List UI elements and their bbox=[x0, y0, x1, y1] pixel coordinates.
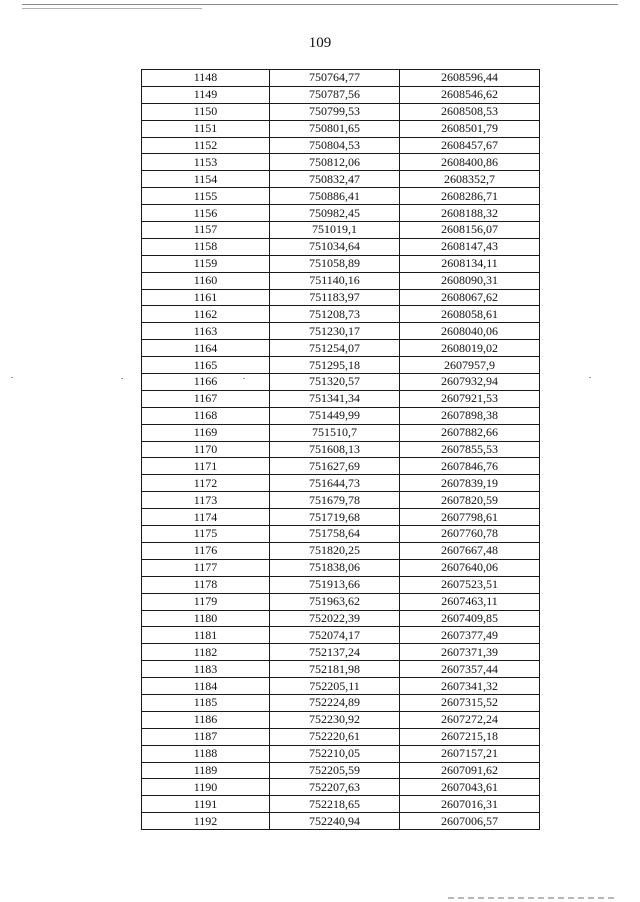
scan-speck bbox=[243, 378, 245, 379]
table-row bbox=[142, 728, 540, 745]
x-coordinate-cell: 751208,73 bbox=[270, 306, 400, 323]
table-row bbox=[142, 610, 540, 627]
y-coordinate-cell: 2607640,06 bbox=[400, 559, 540, 576]
x-coordinate-cell: 750801,65 bbox=[270, 120, 400, 137]
point-number-cell: 1166 bbox=[142, 374, 270, 391]
table-row bbox=[142, 340, 540, 357]
point-number-cell: 1149 bbox=[142, 86, 270, 103]
y-coordinate-cell: 2608546,62 bbox=[400, 86, 540, 103]
y-coordinate-cell: 2608067,62 bbox=[400, 289, 540, 306]
y-coordinate-cell: 2607157,21 bbox=[400, 745, 540, 762]
x-coordinate-cell: 751295,18 bbox=[270, 357, 400, 374]
point-number-cell: 1160 bbox=[142, 272, 270, 289]
x-coordinate-cell: 751644,73 bbox=[270, 475, 400, 492]
y-coordinate-cell: 2607315,52 bbox=[400, 694, 540, 711]
table-row bbox=[142, 205, 540, 222]
table-row bbox=[142, 424, 540, 441]
x-coordinate-cell: 751608,13 bbox=[270, 441, 400, 458]
y-coordinate-cell: 2608457,67 bbox=[400, 137, 540, 154]
point-number-cell: 1151 bbox=[142, 120, 270, 137]
x-coordinate-cell: 750764,77 bbox=[270, 70, 400, 87]
table-row bbox=[142, 779, 540, 796]
y-coordinate-cell: 2607377,49 bbox=[400, 627, 540, 644]
y-coordinate-cell: 2607409,85 bbox=[400, 610, 540, 627]
point-number-cell: 1174 bbox=[142, 509, 270, 526]
y-coordinate-cell: 2607371,39 bbox=[400, 644, 540, 661]
x-coordinate-cell: 751034,64 bbox=[270, 238, 400, 255]
y-coordinate-cell: 2608286,71 bbox=[400, 188, 540, 205]
table-row bbox=[142, 306, 540, 323]
y-coordinate-cell: 2607341,32 bbox=[400, 678, 540, 695]
point-number-cell: 1171 bbox=[142, 458, 270, 475]
table-row bbox=[142, 374, 540, 391]
x-coordinate-cell: 751719,68 bbox=[270, 509, 400, 526]
y-coordinate-cell: 2607932,94 bbox=[400, 374, 540, 391]
x-coordinate-cell: 752137,24 bbox=[270, 644, 400, 661]
table-row bbox=[142, 171, 540, 188]
page-number: 109 bbox=[308, 35, 332, 51]
y-coordinate-cell: 2607272,24 bbox=[400, 711, 540, 728]
point-number-cell: 1170 bbox=[142, 441, 270, 458]
point-number-cell: 1165 bbox=[142, 357, 270, 374]
x-coordinate-cell: 752224,89 bbox=[270, 694, 400, 711]
point-number-cell: 1179 bbox=[142, 593, 270, 610]
x-coordinate-cell: 751140,16 bbox=[270, 272, 400, 289]
y-coordinate-cell: 2608501,79 bbox=[400, 120, 540, 137]
x-coordinate-cell: 751510,7 bbox=[270, 424, 400, 441]
x-coordinate-cell: 751820,25 bbox=[270, 542, 400, 559]
table-row bbox=[142, 458, 540, 475]
table-row bbox=[142, 222, 540, 239]
y-coordinate-cell: 2607091,62 bbox=[400, 762, 540, 779]
point-number-cell: 1177 bbox=[142, 559, 270, 576]
table-row bbox=[142, 745, 540, 762]
table-row bbox=[142, 762, 540, 779]
point-number-cell: 1188 bbox=[142, 745, 270, 762]
table-row bbox=[142, 154, 540, 171]
point-number-cell: 1155 bbox=[142, 188, 270, 205]
point-number-cell: 1157 bbox=[142, 222, 270, 239]
table-row bbox=[142, 593, 540, 610]
table-row bbox=[142, 694, 540, 711]
x-coordinate-cell: 751341,34 bbox=[270, 390, 400, 407]
table-row bbox=[142, 289, 540, 306]
y-coordinate-cell: 2607921,53 bbox=[400, 390, 540, 407]
x-coordinate-cell: 752230,92 bbox=[270, 711, 400, 728]
point-number-cell: 1181 bbox=[142, 627, 270, 644]
y-coordinate-cell: 2608058,61 bbox=[400, 306, 540, 323]
x-coordinate-cell: 751679,78 bbox=[270, 492, 400, 509]
point-number-cell: 1154 bbox=[142, 171, 270, 188]
x-coordinate-cell: 752240,94 bbox=[270, 813, 400, 830]
point-number-cell: 1161 bbox=[142, 289, 270, 306]
y-coordinate-cell: 2608019,02 bbox=[400, 340, 540, 357]
x-coordinate-cell: 750812,06 bbox=[270, 154, 400, 171]
table-row bbox=[142, 255, 540, 272]
point-number-cell: 1148 bbox=[142, 70, 270, 87]
y-coordinate-cell: 2607846,76 bbox=[400, 458, 540, 475]
x-coordinate-cell: 751183,97 bbox=[270, 289, 400, 306]
table-row bbox=[142, 576, 540, 593]
table-row bbox=[142, 137, 540, 154]
table-row bbox=[142, 390, 540, 407]
table-row bbox=[142, 103, 540, 120]
y-coordinate-cell: 2608400,86 bbox=[400, 154, 540, 171]
y-coordinate-cell: 2607839,19 bbox=[400, 475, 540, 492]
point-number-cell: 1178 bbox=[142, 576, 270, 593]
table-row bbox=[142, 188, 540, 205]
x-coordinate-cell: 752022,39 bbox=[270, 610, 400, 627]
y-coordinate-cell: 2607043,61 bbox=[400, 779, 540, 796]
table-row bbox=[142, 492, 540, 509]
x-coordinate-cell: 750787,56 bbox=[270, 86, 400, 103]
y-coordinate-cell: 2608134,11 bbox=[400, 255, 540, 272]
table-row bbox=[142, 475, 540, 492]
point-number-cell: 1167 bbox=[142, 390, 270, 407]
x-coordinate-cell: 751254,07 bbox=[270, 340, 400, 357]
y-coordinate-cell: 2607820,59 bbox=[400, 492, 540, 509]
y-coordinate-cell: 2607463,11 bbox=[400, 593, 540, 610]
coordinates-table bbox=[141, 69, 540, 830]
y-coordinate-cell: 2607006,57 bbox=[400, 813, 540, 830]
x-coordinate-cell: 752210,05 bbox=[270, 745, 400, 762]
point-number-cell: 1192 bbox=[142, 813, 270, 830]
scan-speck bbox=[121, 378, 123, 379]
y-coordinate-cell: 2608352,7 bbox=[400, 171, 540, 188]
point-number-cell: 1162 bbox=[142, 306, 270, 323]
point-number-cell: 1156 bbox=[142, 205, 270, 222]
point-number-cell: 1152 bbox=[142, 137, 270, 154]
table-row bbox=[142, 661, 540, 678]
top-border-line-secondary bbox=[22, 8, 202, 9]
point-number-cell: 1191 bbox=[142, 796, 270, 813]
bottom-edge-marks bbox=[448, 897, 618, 899]
x-coordinate-cell: 751019,1 bbox=[270, 222, 400, 239]
y-coordinate-cell: 2608090,31 bbox=[400, 272, 540, 289]
x-coordinate-cell: 751963,62 bbox=[270, 593, 400, 610]
x-coordinate-cell: 750982,45 bbox=[270, 205, 400, 222]
point-number-cell: 1186 bbox=[142, 711, 270, 728]
x-coordinate-cell: 750886,41 bbox=[270, 188, 400, 205]
y-coordinate-cell: 2608147,43 bbox=[400, 238, 540, 255]
y-coordinate-cell: 2608156,07 bbox=[400, 222, 540, 239]
y-coordinate-cell: 2608040,06 bbox=[400, 323, 540, 340]
point-number-cell: 1180 bbox=[142, 610, 270, 627]
y-coordinate-cell: 2608596,44 bbox=[400, 70, 540, 87]
table-row bbox=[142, 357, 540, 374]
x-coordinate-cell: 752220,61 bbox=[270, 728, 400, 745]
x-coordinate-cell: 751320,57 bbox=[270, 374, 400, 391]
y-coordinate-cell: 2607667,48 bbox=[400, 542, 540, 559]
point-number-cell: 1172 bbox=[142, 475, 270, 492]
table-row bbox=[142, 441, 540, 458]
table-row bbox=[142, 272, 540, 289]
y-coordinate-cell: 2607882,66 bbox=[400, 424, 540, 441]
table-row bbox=[142, 238, 540, 255]
table-row bbox=[142, 678, 540, 695]
table-row bbox=[142, 70, 540, 87]
y-coordinate-cell: 2607523,51 bbox=[400, 576, 540, 593]
point-number-cell: 1163 bbox=[142, 323, 270, 340]
scan-speck bbox=[589, 377, 591, 378]
table-row bbox=[142, 407, 540, 424]
x-coordinate-cell: 752207,63 bbox=[270, 779, 400, 796]
y-coordinate-cell: 2608188,32 bbox=[400, 205, 540, 222]
point-number-cell: 1175 bbox=[142, 526, 270, 543]
point-number-cell: 1150 bbox=[142, 103, 270, 120]
point-number-cell: 1185 bbox=[142, 694, 270, 711]
x-coordinate-cell: 751230,17 bbox=[270, 323, 400, 340]
x-coordinate-cell: 750804,53 bbox=[270, 137, 400, 154]
x-coordinate-cell: 751838,06 bbox=[270, 559, 400, 576]
point-number-cell: 1159 bbox=[142, 255, 270, 272]
y-coordinate-cell: 2607855,53 bbox=[400, 441, 540, 458]
point-number-cell: 1153 bbox=[142, 154, 270, 171]
point-number-cell: 1190 bbox=[142, 779, 270, 796]
table-row bbox=[142, 526, 540, 543]
x-coordinate-cell: 752074,17 bbox=[270, 627, 400, 644]
coordinates-table-body bbox=[142, 70, 540, 830]
table-row bbox=[142, 796, 540, 813]
x-coordinate-cell: 750832,47 bbox=[270, 171, 400, 188]
y-coordinate-cell: 2608508,53 bbox=[400, 103, 540, 120]
table-row bbox=[142, 86, 540, 103]
point-number-cell: 1168 bbox=[142, 407, 270, 424]
x-coordinate-cell: 752205,59 bbox=[270, 762, 400, 779]
table-row bbox=[142, 542, 540, 559]
y-coordinate-cell: 2607215,18 bbox=[400, 728, 540, 745]
table-row bbox=[142, 509, 540, 526]
y-coordinate-cell: 2607798,61 bbox=[400, 509, 540, 526]
scan-speck bbox=[11, 377, 13, 378]
point-number-cell: 1184 bbox=[142, 678, 270, 695]
point-number-cell: 1158 bbox=[142, 238, 270, 255]
table-row bbox=[142, 120, 540, 137]
x-coordinate-cell: 752181,98 bbox=[270, 661, 400, 678]
x-coordinate-cell: 752205,11 bbox=[270, 678, 400, 695]
point-number-cell: 1182 bbox=[142, 644, 270, 661]
table-row bbox=[142, 559, 540, 576]
y-coordinate-cell: 2607760,78 bbox=[400, 526, 540, 543]
x-coordinate-cell: 751758,64 bbox=[270, 526, 400, 543]
y-coordinate-cell: 2607957,9 bbox=[400, 357, 540, 374]
point-number-cell: 1173 bbox=[142, 492, 270, 509]
top-border-line bbox=[22, 4, 618, 5]
point-number-cell: 1189 bbox=[142, 762, 270, 779]
table-row bbox=[142, 644, 540, 661]
point-number-cell: 1169 bbox=[142, 424, 270, 441]
y-coordinate-cell: 2607357,44 bbox=[400, 661, 540, 678]
x-coordinate-cell: 751913,66 bbox=[270, 576, 400, 593]
point-number-cell: 1176 bbox=[142, 542, 270, 559]
table-row bbox=[142, 813, 540, 830]
table-row bbox=[142, 627, 540, 644]
x-coordinate-cell: 750799,53 bbox=[270, 103, 400, 120]
point-number-cell: 1187 bbox=[142, 728, 270, 745]
x-coordinate-cell: 751627,69 bbox=[270, 458, 400, 475]
point-number-cell: 1164 bbox=[142, 340, 270, 357]
x-coordinate-cell: 752218,65 bbox=[270, 796, 400, 813]
point-number-cell: 1183 bbox=[142, 661, 270, 678]
x-coordinate-cell: 751449,99 bbox=[270, 407, 400, 424]
table-row bbox=[142, 323, 540, 340]
table-row bbox=[142, 711, 540, 728]
x-coordinate-cell: 751058,89 bbox=[270, 255, 400, 272]
y-coordinate-cell: 2607016,31 bbox=[400, 796, 540, 813]
y-coordinate-cell: 2607898,38 bbox=[400, 407, 540, 424]
